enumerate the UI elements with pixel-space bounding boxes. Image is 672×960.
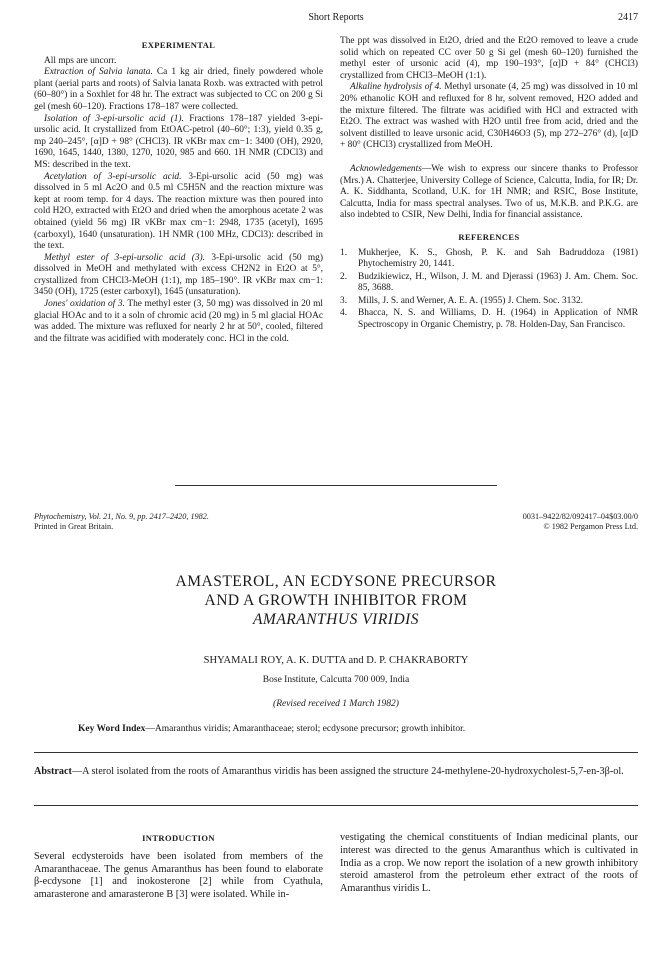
isolation-paragraph	[34, 114, 323, 172]
reference-item	[340, 272, 638, 295]
abstract	[34, 765, 638, 778]
reference-text: Bhacca, N. S. and Williams, D. H. (1964) in Application of NMR Spectroscopy in Organic Chemistry, p. 78. Holden-Day, San Francisco.	[358, 308, 638, 331]
author-list: SHYAMALI ROY, A. K. DUTTA and D. P. CHAKRABORTY	[203, 655, 469, 666]
introduction-right-column	[340, 832, 638, 896]
acetylation-text: 3-Epi-ursolic acid (50 mg) was dissolved in 5 ml Ac2O and 0.5 ml C5H5N and the reaction mixture was kept at room temp. for 4 days. The reaction mixture was then poured into cold H2O, extracted with Et2O and dried when the amorphous acetate 2 was obtained (yield 56 mg) IR νKBr max cm−1: 2948, 1735 (acetyl), 1695 (carboxyl), 1640 (unsaturation). 1H NMR (100 MHz, CDCl3): described in the text.	[34, 171, 323, 252]
reference-number: 2.	[340, 271, 348, 282]
acknowledgements-text: —We wish to express our sincere thanks to Professor (Mrs.) A. Chatterjee, University College of Science, Calcutta, India, for IR; Dr. A. K. Siddhanta, Scotland, U.K. for 1H NMR; and RSIC, Bose Institute, Calcutta, India for mass spectral analyses. Two of us, M.K.B. and P.K.G. are also indebted to CSIR, New Delhi, India for financial assistance.	[340, 163, 638, 221]
methyl-ester-text: 3-Epi-ursolic acid (50 mg) dissolved in MeOH and methylated with excess CH2N2 in Et2O at 5°, crystallized from CHCl3-MeOH (1:1), mp 185–190°. IR νKBr max cm−1: 3450 (OH), 1725 (ester carboxyl), 1645 (unsaturation).	[34, 252, 323, 298]
jones-oxidation-paragraph	[34, 299, 323, 345]
page-number: 2417	[618, 12, 638, 23]
references-heading: REFERENCES	[458, 231, 520, 242]
alkaline-hydrolysis-text: Methyl ursonate (4, 25 mg) was dissolved in 10 ml 20% ethanolic KOH and refluxed for 8 hr, solvent removed, H2O added and the mixture filtered. The filtrate was acidified with HCl and extracted with Et2O. The extract was washed with H2O until free from acid, dried and the solvent distilled to leave ursonic acid, C30H46O3 (5), mp 272–276° (d), [α]D + 80° (CHCl3) crystallized from MeOH.	[340, 82, 638, 151]
copyright-line: © 1982 Pergamon Press Ltd.	[543, 522, 638, 531]
reference-item	[340, 296, 638, 308]
affiliation: Bose Institute, Calcutta 700 009, India	[262, 675, 410, 685]
abstract-text: —A sterol isolated from the roots of Amaranthus viridis has been assigned the structure 24-methylene-20-hydroxycholest-5,7-en-3β-ol.	[71, 766, 624, 777]
reference-number: 4.	[340, 308, 348, 319]
introduction-right-text: vestigating the chemical constituents of Indian medicinal plants, our interest was directed to the genus Amaranthus which is cultivated in India as a crop. We now report the isolation of a new growth inhibitory steroid amasterol from the petroleum ether extract of the roots of Amaranthus viridis L.	[340, 832, 638, 895]
running-header	[0, 12, 672, 26]
extraction-paragraph	[34, 67, 323, 113]
issn-code: 0031–9422/82/092417–04$03.00/0	[522, 512, 638, 521]
running-title: Short Reports	[308, 12, 364, 23]
acknowledgements-label: Acknowledgements	[350, 163, 422, 174]
extraction-label: Extraction of Salvia lanata.	[44, 67, 153, 78]
references-list	[340, 248, 638, 332]
issn-block	[523, 512, 638, 532]
abstract-label: Abstract	[34, 766, 72, 777]
methyl-ester-paragraph	[34, 253, 323, 299]
title-line-3: AMARANTHUS VIRIDIS	[252, 611, 420, 628]
article-title	[0, 572, 672, 629]
experimental-para-mps: All mps are uncorr.	[44, 55, 117, 66]
reference-item	[340, 308, 638, 331]
abstract-top-rule	[34, 752, 638, 753]
title-line-1: AMASTEROL, AN ECDYSONE PRECURSOR	[175, 573, 497, 590]
experimental-left-column	[34, 36, 323, 345]
section-divider	[175, 485, 497, 486]
journal-printed: Printed in Great Britain.	[34, 522, 114, 531]
ppt-paragraph: The ppt was dissolved in Et2O, dried and the Et2O removed to leave a crude solid which on repeated CC over 50 g Si gel (mesh 60–120) furnished the methyl ester of ursonic acid (4), mp 190–193°, [α]D + 84° (CHCl3) crystallized from CHCl3–MeOH (1:1).	[340, 36, 638, 81]
reference-text: Mills, J. S. and Werner, A. E. A. (1955) J. Chem. Soc. 3132.	[358, 295, 583, 306]
introduction-left-column	[34, 832, 323, 902]
jones-oxidation-text: The methyl ester (3, 50 mg) was dissolved in 20 ml glacial HOAc and to it a soln of chromic acid (20 mg) in 5 ml glacial HOAc was added. The mixture was refluxed for nearly 2 hr at 50°, cooled, filtered and the filtrate was acidified with moderately conc. HCl in the cold.	[34, 299, 323, 344]
keyword-index	[78, 724, 638, 734]
acknowledgements-paragraph	[340, 164, 638, 222]
alkaline-hydrolysis-paragraph	[340, 82, 638, 152]
experimental-right-column	[340, 36, 638, 333]
revised-date: (Revised received 1 March 1982)	[273, 699, 399, 709]
abstract-bottom-rule	[34, 805, 638, 806]
jones-oxidation-label: Jones' oxidation of 3.	[44, 299, 125, 310]
extraction-text: Ca 1 kg air dried, finely powdered whole plant (aerial parts and roots) of Salvia lanata Roxb. was extracted with petrol (60–80°) in a Soxhlet for 48 hr. The extract was subjected to CC on 200 g Si gel (mesh 60–120). Fractions 178–187 were collected.	[34, 67, 323, 112]
keywords-text: —Amaranthus viridis; Amaranthaceae; sterol; ecdysone precursor; growth inhibitor.	[145, 724, 466, 734]
title-line-2: AND A GROWTH INHIBITOR FROM	[204, 592, 468, 609]
methyl-ester-label: Methyl ester of 3-epi-ursolic acid (3).	[44, 252, 206, 263]
experimental-heading: EXPERIMENTAL	[141, 40, 216, 50]
isolation-label: Isolation of 3-epi-ursolic acid (1).	[44, 113, 184, 124]
acetylation-label: Acetylation of 3-epi-ursolic acid.	[44, 171, 182, 182]
reference-text: Mukherjee, K. S., Ghosh, P. K. and Sah Badruddoza (1981) Phytochemistry 20, 1441.	[358, 247, 638, 270]
isolation-text: Fractions 178–187 yielded 3-epi-ursolic acid. It crystallized from EtOAC-petrol (40–60°; 1:3), yield 0.35 g, mp 240–245°, [α]D + 98° (CHCl3). IR νKBr max cm−1: 3400 (OH), 2920, 1690, 1645, 1440, 1380, 1270, 1020, 985 and 660. 1H NMR (CDCl3) and MS: described in the text.	[34, 113, 323, 170]
reference-number: 3.	[340, 295, 348, 306]
introduction-heading: INTRODUCTION	[142, 833, 215, 843]
keywords-label: Key Word Index	[78, 724, 146, 734]
alkaline-hydrolysis-label: Alkaline hydrolysis of 4.	[350, 82, 442, 93]
reference-text: Budzikiewicz, H., Wilson, J. M. and Djerassi (1963) J. Am. Chem. Soc. 85, 3688.	[358, 271, 638, 294]
introduction-left-text: Several ecdysteroids have been isolated from members of the Amaranthaceae. The genus Amaranthus has been found to elaborate β-ecdysone [1] and inokosterone [2] while from Cyathula, amarasterone and amarasterone B [3] were isolated. While in-	[34, 850, 323, 901]
reference-number: 1.	[340, 247, 348, 258]
reference-item	[340, 248, 638, 271]
acetylation-paragraph	[34, 172, 323, 253]
journal-citation: Phytochemistry, Vol. 21, No. 9, pp. 2417–2420, 1982.	[34, 512, 209, 521]
journal-citation-block	[34, 512, 209, 532]
